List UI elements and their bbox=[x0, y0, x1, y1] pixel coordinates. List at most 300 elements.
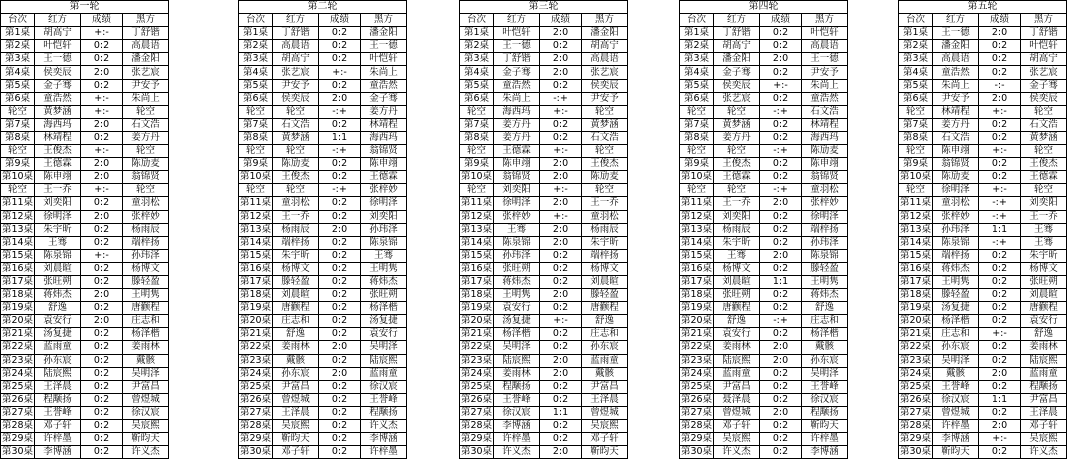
table-row bbox=[680, 262, 848, 275]
black-player: 唐颧程 bbox=[582, 302, 628, 315]
table-row bbox=[239, 53, 407, 66]
red-player: 尹安予 bbox=[933, 92, 979, 105]
score: 2:0 bbox=[81, 289, 123, 302]
table-row bbox=[460, 66, 628, 79]
table-row bbox=[899, 27, 1067, 40]
red-player: 刘奕阳 bbox=[494, 184, 540, 197]
score: 0:2 bbox=[979, 275, 1021, 288]
table-row bbox=[1, 354, 169, 367]
score: +:- bbox=[81, 27, 123, 40]
score: -:+ bbox=[760, 184, 802, 197]
table-row bbox=[680, 171, 848, 184]
score: 0:2 bbox=[540, 420, 582, 433]
table-number: 第24桌 bbox=[1, 367, 34, 379]
score: -:+ bbox=[760, 145, 802, 158]
table-row bbox=[899, 210, 1067, 223]
table-row bbox=[899, 446, 1067, 459]
round-grid bbox=[0, 0, 169, 459]
red-player: 林靖程 bbox=[35, 131, 81, 144]
red-player: 张艺宸 bbox=[714, 92, 760, 105]
table-row bbox=[899, 262, 1067, 275]
table-number: 第11桌 bbox=[899, 197, 932, 209]
score: 0:2 bbox=[760, 210, 802, 223]
score: 0:2 bbox=[81, 406, 123, 419]
score: -:+ bbox=[540, 92, 582, 105]
red-player: 陈申翊 bbox=[933, 145, 979, 158]
black-player: 姜雨林 bbox=[123, 341, 169, 354]
table-row bbox=[239, 249, 407, 262]
table-number: 第5桌 bbox=[239, 79, 273, 92]
red-player: 徐汉宸 bbox=[933, 393, 979, 406]
table-row bbox=[1, 341, 169, 354]
table-row bbox=[239, 262, 407, 275]
table-row bbox=[899, 433, 1067, 446]
black-player: 孙玮泽 bbox=[802, 236, 848, 249]
red-player: 端梓扬 bbox=[273, 236, 319, 249]
red-player: 滕轻盈 bbox=[273, 275, 319, 288]
score: 2:0 bbox=[979, 92, 1021, 105]
table-number: 第13桌 bbox=[680, 223, 713, 235]
table-row bbox=[460, 184, 628, 197]
black-player: 轮空 bbox=[1021, 145, 1067, 158]
red-player: 蒋炜杰 bbox=[494, 275, 540, 288]
black-player: 王一乔 bbox=[1021, 210, 1067, 223]
table-number: 第8桌 bbox=[899, 131, 933, 144]
red-player: 轮空 bbox=[714, 184, 760, 197]
red-player: 王一德 bbox=[494, 40, 540, 53]
header-row bbox=[1, 14, 169, 27]
black-player: 端梓扬 bbox=[802, 223, 848, 236]
table-row bbox=[899, 223, 1067, 236]
round-table-3 bbox=[459, 0, 627, 459]
score: 0:2 bbox=[319, 446, 361, 459]
red-player: 滕轻盈 bbox=[933, 289, 979, 302]
table-number: 第10桌 bbox=[460, 171, 493, 183]
table-number: 第13桌 bbox=[239, 223, 272, 235]
score: 2:0 bbox=[760, 249, 802, 262]
table-row bbox=[239, 315, 407, 328]
table-number: 第28桌 bbox=[239, 420, 272, 432]
red-player: 朱尚上 bbox=[933, 79, 979, 92]
score: 0:2 bbox=[319, 420, 361, 433]
table-number: 第20桌 bbox=[899, 315, 932, 327]
score: 0:2 bbox=[979, 446, 1021, 459]
black-player: 蒋炜杰 bbox=[361, 275, 407, 288]
table-row bbox=[899, 367, 1067, 380]
score: +:- bbox=[979, 433, 1021, 446]
table-row bbox=[1, 446, 169, 459]
table-row bbox=[460, 406, 628, 419]
table-number: 第15桌 bbox=[899, 249, 932, 261]
red-player: 姜方丹 bbox=[714, 131, 760, 144]
table-number: 第2桌 bbox=[239, 40, 273, 53]
score: 0:2 bbox=[979, 262, 1021, 275]
table-row bbox=[239, 131, 407, 144]
table-number: 第19桌 bbox=[1, 302, 34, 314]
red-player: 潘金阳 bbox=[933, 40, 979, 53]
red-player: 孙玮泽 bbox=[933, 223, 979, 236]
table-number: 第4桌 bbox=[460, 66, 494, 79]
table-row bbox=[460, 223, 628, 236]
red-player: 姜方丹 bbox=[494, 118, 540, 131]
black-player: 轮空 bbox=[123, 145, 169, 158]
table-row bbox=[899, 302, 1067, 315]
table-number: 第21桌 bbox=[239, 328, 272, 340]
table-row bbox=[460, 289, 628, 302]
red-player: 孙东宸 bbox=[35, 354, 81, 367]
black-player: 王泽晨 bbox=[1021, 406, 1067, 419]
black-player: 邓子轩 bbox=[582, 433, 628, 446]
table-number: 第29桌 bbox=[239, 433, 272, 445]
score: 0:2 bbox=[81, 354, 123, 367]
table-number: 第14桌 bbox=[899, 236, 932, 248]
black-player: 徐汉宸 bbox=[802, 393, 848, 406]
black-player: 王泽晨 bbox=[582, 393, 628, 406]
table-number: 第6桌 bbox=[899, 92, 933, 105]
red-player: 轮空 bbox=[273, 184, 319, 197]
score: 0:2 bbox=[760, 420, 802, 433]
red-player: 丁舒锴 bbox=[714, 27, 760, 40]
red-player: 潘金阳 bbox=[714, 53, 760, 66]
black-player: 潘金阳 bbox=[582, 27, 628, 40]
score: 0:2 bbox=[979, 406, 1021, 419]
score: 0:2 bbox=[540, 249, 582, 262]
black-player: 李博涵 bbox=[802, 446, 848, 459]
table-number: 第12桌 bbox=[899, 210, 932, 222]
table-row bbox=[239, 223, 407, 236]
black-player: 丁舒锴 bbox=[1021, 27, 1067, 40]
score: +:- bbox=[81, 92, 123, 105]
black-player: 汤复捷 bbox=[361, 315, 407, 328]
round-table-4 bbox=[679, 0, 847, 459]
black-player: 胡高宁 bbox=[582, 40, 628, 53]
black-player: 高晨语 bbox=[802, 40, 848, 53]
score: 2:0 bbox=[319, 92, 361, 105]
score: 0:2 bbox=[760, 92, 802, 105]
red-player: 吴明泽 bbox=[494, 341, 540, 354]
table-row bbox=[899, 289, 1067, 302]
black-player: 侯奕辰 bbox=[582, 79, 628, 92]
table-number: 第2桌 bbox=[1, 40, 35, 53]
table-row bbox=[1, 367, 169, 380]
score: 0:2 bbox=[81, 367, 123, 380]
black-player: 陈泉锦 bbox=[802, 249, 848, 262]
table-row bbox=[239, 184, 407, 197]
red-player: 戴骸 bbox=[273, 354, 319, 367]
round-title: 第五轮 bbox=[899, 1, 1067, 14]
red-player: 王明隽 bbox=[933, 275, 979, 288]
red-header: 红方 bbox=[273, 14, 319, 27]
red-player: 海西玛 bbox=[35, 118, 81, 131]
black-player: 朱尚上 bbox=[123, 92, 169, 105]
black-player: 王俊杰 bbox=[582, 158, 628, 171]
black-player: 尹富昌 bbox=[123, 380, 169, 393]
table-number: 第14桌 bbox=[460, 236, 493, 248]
table-number: 第30桌 bbox=[899, 446, 932, 458]
round-table-2 bbox=[238, 0, 406, 459]
red-player: 童浩然 bbox=[35, 92, 81, 105]
score: 0:2 bbox=[979, 53, 1021, 66]
table-number: 第8桌 bbox=[239, 131, 273, 144]
red-header: 红方 bbox=[933, 14, 979, 27]
red-player: 侯奕辰 bbox=[714, 79, 760, 92]
table-number: 第17桌 bbox=[680, 276, 713, 288]
table-number: 第8桌 bbox=[1, 131, 35, 144]
table-row bbox=[1, 210, 169, 223]
red-player: 童浩然 bbox=[494, 79, 540, 92]
table-number: 第28桌 bbox=[899, 420, 932, 432]
table-row bbox=[460, 433, 628, 446]
score: 0:2 bbox=[319, 171, 361, 184]
table-row bbox=[460, 354, 628, 367]
red-player: 曾煜城 bbox=[933, 406, 979, 419]
red-player: 叶恺轩 bbox=[494, 27, 540, 40]
red-player: 陈申翊 bbox=[494, 158, 540, 171]
table-number: 第27桌 bbox=[899, 406, 932, 418]
score: 2:0 bbox=[979, 420, 1021, 433]
score: 0:2 bbox=[319, 118, 361, 131]
table-row bbox=[1, 223, 169, 236]
red-player: 姜方丹 bbox=[933, 118, 979, 131]
table-row bbox=[899, 105, 1067, 118]
red-player: 陈劢麦 bbox=[273, 158, 319, 171]
table-row bbox=[239, 275, 407, 288]
score: 2:0 bbox=[319, 341, 361, 354]
table-number: 第18桌 bbox=[899, 289, 932, 301]
table-number: 第24桌 bbox=[680, 367, 713, 379]
score: +:- bbox=[979, 145, 1021, 158]
black-header: 黑方 bbox=[123, 14, 169, 27]
table-number: 第22桌 bbox=[899, 341, 932, 353]
score: 0:2 bbox=[319, 406, 361, 419]
table-row bbox=[239, 367, 407, 380]
red-player: 朱宇昕 bbox=[35, 223, 81, 236]
red-player: 程颙扬 bbox=[494, 380, 540, 393]
score: +:- bbox=[319, 66, 361, 79]
table-number: 第30桌 bbox=[239, 446, 272, 458]
black-player: 徐明泽 bbox=[802, 210, 848, 223]
score: 2:0 bbox=[81, 210, 123, 223]
score: 0:2 bbox=[81, 393, 123, 406]
table-row bbox=[1, 328, 169, 341]
table-number: 轮空 bbox=[239, 184, 273, 197]
red-player: 张梓妙 bbox=[933, 210, 979, 223]
score: 0:2 bbox=[81, 197, 123, 210]
red-player: 胡高宁 bbox=[273, 53, 319, 66]
black-player: 李博涵 bbox=[361, 433, 407, 446]
red-player: 王骞 bbox=[35, 236, 81, 249]
black-player: 张艺宸 bbox=[123, 66, 169, 79]
table-row bbox=[899, 145, 1067, 158]
table-row bbox=[899, 79, 1067, 92]
table-number: 第26桌 bbox=[460, 393, 493, 405]
table-row bbox=[899, 236, 1067, 249]
score: 0:2 bbox=[540, 328, 582, 341]
score: 0:2 bbox=[979, 249, 1021, 262]
score: 2:0 bbox=[540, 171, 582, 184]
black-header: 黑方 bbox=[802, 14, 848, 27]
score: +:- bbox=[540, 315, 582, 328]
red-player: 石文浩 bbox=[933, 131, 979, 144]
table-number: 第11桌 bbox=[1, 197, 34, 209]
red-player: 孙东宸 bbox=[273, 367, 319, 380]
table-row bbox=[460, 131, 628, 144]
black-player: 翁锦贤 bbox=[361, 145, 407, 158]
table-row bbox=[239, 328, 407, 341]
round-table-1 bbox=[0, 0, 168, 459]
table-number: 第2桌 bbox=[680, 40, 714, 53]
table-row bbox=[1, 53, 169, 66]
table-number: 第9桌 bbox=[899, 158, 933, 171]
table-row bbox=[239, 446, 407, 459]
black-player: 高晨语 bbox=[582, 53, 628, 66]
score: 0:2 bbox=[319, 197, 361, 210]
black-header: 黑方 bbox=[361, 14, 407, 27]
red-player: 曾煜城 bbox=[273, 393, 319, 406]
table-number: 第24桌 bbox=[899, 367, 932, 379]
score: 0:2 bbox=[979, 40, 1021, 53]
table-row bbox=[1, 171, 169, 184]
header-row bbox=[460, 14, 628, 27]
score-header: 成绩 bbox=[319, 14, 361, 27]
black-player: 尹安予 bbox=[123, 79, 169, 92]
score: -:+ bbox=[979, 210, 1021, 223]
black-player: 滕轻盈 bbox=[582, 289, 628, 302]
score: +:- bbox=[540, 105, 582, 118]
score: 0:2 bbox=[979, 380, 1021, 393]
red-player: 陈泉锦 bbox=[494, 236, 540, 249]
black-player: 姜方丹 bbox=[123, 131, 169, 144]
table-number: 第4桌 bbox=[1, 66, 35, 79]
table-number: 第9桌 bbox=[1, 158, 35, 171]
red-player: 王誉峰 bbox=[494, 393, 540, 406]
table-row bbox=[680, 53, 848, 66]
red-player: 邓子轩 bbox=[273, 446, 319, 459]
black-player: 黄梦涵 bbox=[1021, 131, 1067, 144]
table-row bbox=[460, 236, 628, 249]
black-player: 舒逸 bbox=[582, 315, 628, 328]
table-row bbox=[239, 27, 407, 40]
score: -:- bbox=[979, 79, 1021, 92]
table-row bbox=[680, 197, 848, 210]
table-number: 轮空 bbox=[899, 105, 933, 118]
table-row bbox=[680, 236, 848, 249]
table-number: 第4桌 bbox=[899, 66, 933, 79]
table-row bbox=[460, 380, 628, 393]
score: 0:2 bbox=[319, 27, 361, 40]
score: 0:2 bbox=[81, 420, 123, 433]
red-header: 红方 bbox=[35, 14, 81, 27]
table-row bbox=[899, 40, 1067, 53]
table-number: 第21桌 bbox=[899, 328, 932, 340]
black-player: 孙玮泽 bbox=[123, 249, 169, 262]
red-player: 刘奕阳 bbox=[714, 210, 760, 223]
black-player: 潘金阳 bbox=[123, 53, 169, 66]
score: 2:0 bbox=[540, 53, 582, 66]
table-row bbox=[680, 79, 848, 92]
red-player: 朱宇昕 bbox=[273, 249, 319, 262]
table-row bbox=[899, 171, 1067, 184]
table-row bbox=[460, 341, 628, 354]
red-player: 丁舒锴 bbox=[273, 27, 319, 40]
black-player: 庄志和 bbox=[582, 328, 628, 341]
table-row bbox=[680, 66, 848, 79]
table-number: 第28桌 bbox=[1, 420, 34, 432]
red-player: 叶恺轩 bbox=[35, 40, 81, 53]
table-number: 第22桌 bbox=[460, 341, 493, 353]
black-player: 吴宸熙 bbox=[1021, 433, 1067, 446]
black-player: 袁安行 bbox=[1021, 315, 1067, 328]
red-player: 蒋炜杰 bbox=[35, 289, 81, 302]
score: 2:0 bbox=[979, 27, 1021, 40]
red-player: 聂泽晨 bbox=[714, 393, 760, 406]
table-header: 台次 bbox=[899, 14, 933, 27]
table-number: 第10桌 bbox=[899, 171, 932, 183]
black-player: 潘金阳 bbox=[361, 27, 407, 40]
score: 0:2 bbox=[540, 262, 582, 275]
table-row bbox=[899, 393, 1067, 406]
table-number: 第30桌 bbox=[1, 446, 34, 458]
table-row bbox=[899, 158, 1067, 171]
red-player: 蓝雨童 bbox=[35, 341, 81, 354]
red-player: 曾煜城 bbox=[714, 406, 760, 419]
table-number: 轮空 bbox=[460, 184, 494, 197]
red-player: 轮空 bbox=[714, 145, 760, 158]
black-player: 孙东宸 bbox=[802, 354, 848, 367]
black-player: 朱尚上 bbox=[802, 79, 848, 92]
red-player: 徐明泽 bbox=[35, 210, 81, 223]
table-number: 第12桌 bbox=[680, 210, 713, 222]
black-player: 邓子轩 bbox=[1021, 420, 1067, 433]
black-player: 滕轻盈 bbox=[802, 262, 848, 275]
black-player: 叶恺轩 bbox=[802, 27, 848, 40]
black-player: 石文浩 bbox=[582, 131, 628, 144]
black-player: 庄志和 bbox=[123, 315, 169, 328]
black-player: 唐颧程 bbox=[1021, 302, 1067, 315]
table-number: 第3桌 bbox=[680, 53, 714, 66]
red-player: 陈泉锦 bbox=[933, 236, 979, 249]
table-number: 第14桌 bbox=[1, 236, 34, 248]
score: 0:2 bbox=[979, 315, 1021, 328]
table-row bbox=[1, 145, 169, 158]
score: 0:2 bbox=[540, 118, 582, 131]
red-player: 朱尚上 bbox=[494, 92, 540, 105]
table-number: 轮空 bbox=[1, 184, 35, 197]
red-player: 舒逸 bbox=[714, 315, 760, 328]
score: 1:1 bbox=[540, 406, 582, 419]
black-player: 孙东宸 bbox=[582, 341, 628, 354]
score: 1:1 bbox=[319, 131, 361, 144]
score: 2:0 bbox=[540, 446, 582, 459]
score: 0:2 bbox=[319, 53, 361, 66]
black-player: 靳昀天 bbox=[582, 446, 628, 459]
black-player: 戴骸 bbox=[802, 341, 848, 354]
red-player: 侯奕辰 bbox=[35, 66, 81, 79]
table-row bbox=[1, 197, 169, 210]
table-row bbox=[680, 118, 848, 131]
table-number: 第20桌 bbox=[239, 315, 272, 327]
red-player: 吴宸熙 bbox=[714, 433, 760, 446]
score: 2:0 bbox=[540, 66, 582, 79]
black-player: 许义杰 bbox=[361, 420, 407, 433]
red-player: 杨雨辰 bbox=[273, 223, 319, 236]
score: 0:2 bbox=[540, 40, 582, 53]
table-number: 第19桌 bbox=[680, 302, 713, 314]
table-row bbox=[460, 367, 628, 380]
table-row bbox=[460, 171, 628, 184]
table-row bbox=[680, 145, 848, 158]
black-player: 张艺宸 bbox=[1021, 66, 1067, 79]
